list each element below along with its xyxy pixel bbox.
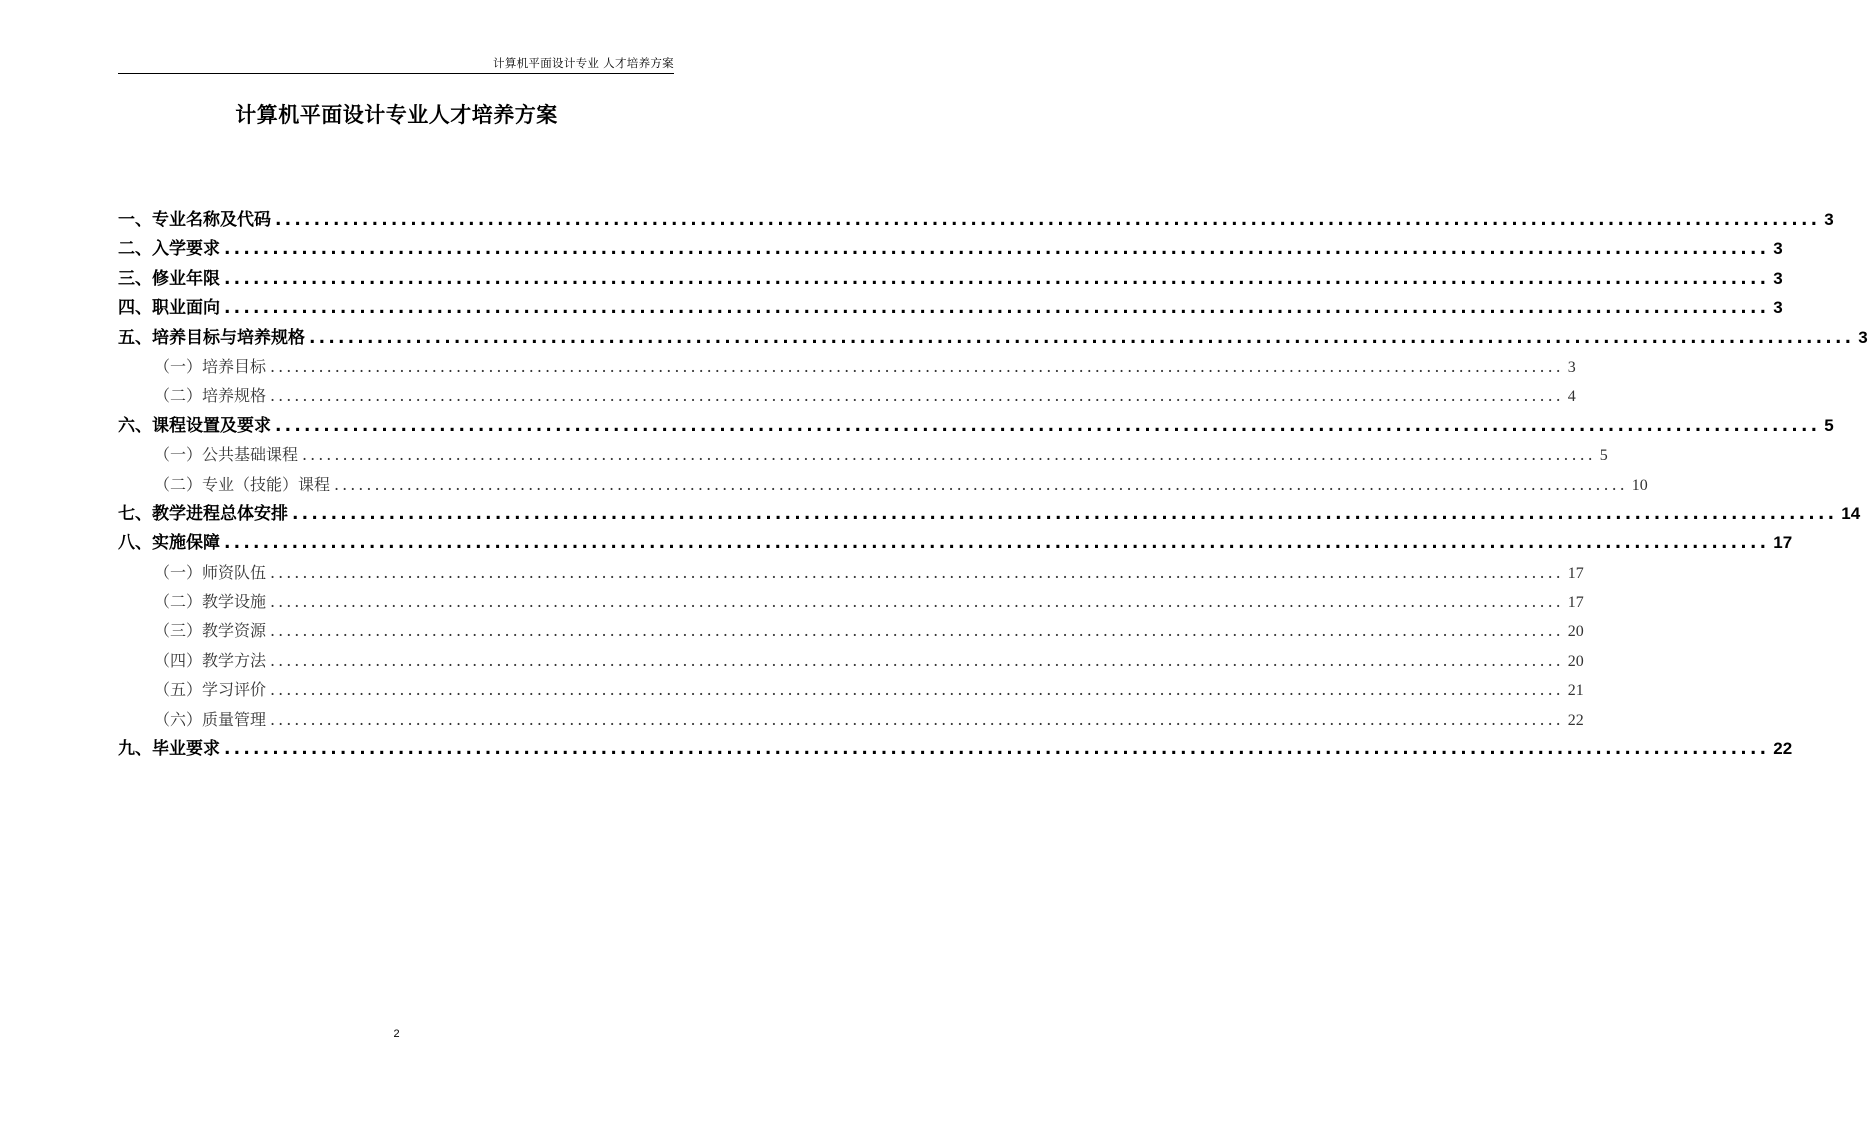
- toc-entry-page: 17: [1567, 594, 1584, 612]
- toc-entry-page: 5: [1599, 447, 1608, 465]
- toc-entry-page: 14: [1841, 503, 1861, 523]
- toc-dot-leader: ................................................................................................................................................................: [224, 268, 1770, 289]
- toc-entry[interactable]: [118, 646, 1584, 675]
- running-header: 计算机平面设计专业 人才培养方案: [493, 56, 674, 70]
- toc-entry[interactable]: [118, 499, 1861, 528]
- toc-entry-label: （一）公共基础课程: [154, 445, 299, 465]
- toc-dot-leader: ................................................................................................................................................................: [334, 474, 1628, 494]
- toc-entry-page: 20: [1567, 652, 1584, 670]
- toc-entry-label: 一、专业名称及代码: [118, 210, 271, 230]
- toc-dot-leader: ................................................................................................................................................................: [302, 445, 1596, 465]
- toc-entry-label: （一）师资队伍: [154, 562, 267, 582]
- toc-entry[interactable]: [118, 675, 1584, 704]
- toc-entry[interactable]: [118, 705, 1584, 734]
- document-title: 计算机平面设计专业人才培养方案: [235, 103, 558, 127]
- toc-entry-label: （二）专业（技能）课程: [154, 474, 331, 494]
- toc-entry-label: 四、职业面向: [118, 298, 220, 319]
- toc-entry-label: 二、入学要求: [118, 239, 220, 260]
- toc-entry-page: 3: [1567, 358, 1576, 376]
- toc-dot-leader: ................................................................................................................................................................: [270, 356, 1564, 376]
- toc-entry-page: 17: [1567, 564, 1584, 582]
- toc-entry[interactable]: [118, 470, 1648, 499]
- toc-entry[interactable]: [118, 234, 1783, 263]
- toc-entry-page: 3: [1773, 298, 1783, 318]
- toc-entry-label: （一）培养目标: [154, 356, 267, 376]
- toc-entry-label: 五、培养目标与培养规格: [118, 327, 305, 348]
- toc-dot-leader: ................................................................................................................................................................: [224, 739, 1770, 760]
- toc-dot-leader: ................................................................................................................................................................: [275, 415, 1821, 436]
- toc-entry[interactable]: [118, 323, 1868, 352]
- toc-dot-leader: ................................................................................................................................................................: [270, 709, 1564, 729]
- toc-dot-leader: ................................................................................................................................................................: [270, 650, 1564, 670]
- toc-entry[interactable]: [118, 528, 1793, 557]
- toc-dot-leader: ................................................................................................................................................................: [270, 680, 1564, 700]
- toc-entry-label: 六、课程设置及要求: [118, 415, 271, 436]
- toc-entry-page: 3: [1824, 210, 1834, 229]
- toc-entry-page: 3: [1773, 239, 1783, 259]
- toc-entry-label: （六）质量管理: [154, 709, 267, 729]
- toc-entry-page: 21: [1567, 682, 1584, 700]
- toc-entry-label: 七、教学进程总体安排: [118, 503, 288, 524]
- toc-entry-page: 10: [1631, 476, 1648, 494]
- toc-entry[interactable]: [118, 381, 1576, 410]
- toc-entry[interactable]: [118, 293, 1783, 322]
- toc-entry[interactable]: [118, 352, 1576, 381]
- toc-entry[interactable]: [118, 558, 1584, 587]
- toc-entry-page: 17: [1773, 533, 1793, 553]
- toc-entry-page: 3: [1773, 268, 1783, 288]
- toc-entry-page: 22: [1567, 711, 1584, 729]
- toc-entry-label: （二）培养规格: [154, 386, 267, 406]
- toc-entry[interactable]: [118, 440, 1608, 469]
- toc-entry-label: （三）教学资源: [154, 621, 267, 641]
- toc-entry-label: 八、实施保障: [118, 533, 220, 554]
- toc-dot-leader: ................................................................................................................................................................: [270, 592, 1564, 612]
- toc-entry[interactable]: [118, 587, 1584, 616]
- toc-entry[interactable]: [118, 411, 1834, 440]
- toc-entry-label: 三、修业年限: [118, 268, 220, 289]
- toc-entry-page: 20: [1567, 623, 1584, 641]
- toc-entry[interactable]: [118, 734, 1793, 763]
- page-number: 2: [393, 1028, 400, 1040]
- toc-dot-leader: ................................................................................................................................................................: [224, 533, 1770, 554]
- toc-dot-leader: ................................................................................................................................................................: [224, 239, 1770, 260]
- toc-dot-leader: ................................................................................................................................................................: [292, 503, 1838, 524]
- toc-entry-page: 3: [1858, 327, 1868, 347]
- toc-dot-leader: ................................................................................................................................................................: [224, 298, 1770, 319]
- header-rule: [118, 73, 674, 74]
- toc-dot-leader: ................................................................................................................................................................: [309, 327, 1855, 348]
- toc-entry-label: （二）教学设施: [154, 592, 267, 612]
- toc-entry-label: （五）学习评价: [154, 680, 267, 700]
- toc-entry[interactable]: [118, 264, 1783, 293]
- toc-entry-page: 4: [1567, 388, 1576, 406]
- toc-entry-label: 九、毕业要求: [118, 739, 220, 760]
- table-of-contents: [118, 205, 1868, 763]
- toc-entry[interactable]: [118, 205, 1834, 234]
- toc-entry-label: （四）教学方法: [154, 650, 267, 670]
- toc-dot-leader: ................................................................................................................................................................: [270, 562, 1564, 582]
- toc-entry-page: 5: [1824, 415, 1834, 435]
- toc-dot-leader: ................................................................................................................................................................: [270, 386, 1564, 406]
- toc-dot-leader: ................................................................................................................................................................: [270, 621, 1564, 641]
- toc-entry-page: 22: [1773, 739, 1793, 759]
- toc-dot-leader: ................................................................................................................................................................: [275, 210, 1821, 230]
- toc-entry[interactable]: [118, 616, 1584, 645]
